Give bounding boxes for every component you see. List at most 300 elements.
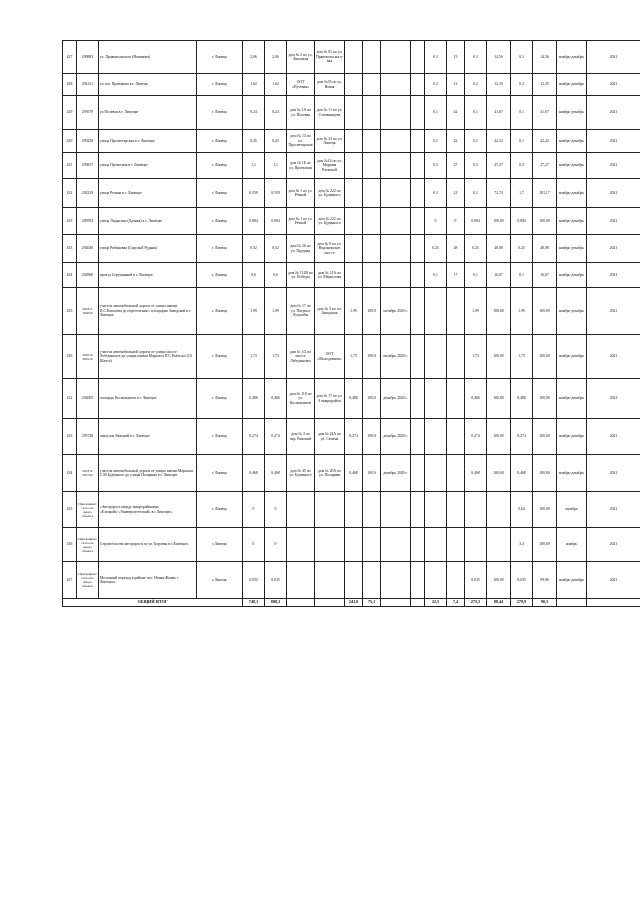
table-cell: 42 xyxy=(447,96,465,130)
table-cell: 14,56 xyxy=(533,41,557,74)
table-cell: 0,3 xyxy=(425,41,447,74)
table-cell xyxy=(447,335,465,379)
table-row xyxy=(63,74,640,96)
table-cell: ноябрь-декабрь xyxy=(557,419,587,455)
table-cell: октябрь 2020 г. xyxy=(381,288,411,335)
table-cell: 292040 xyxy=(77,235,99,263)
table-cell: 0,25 xyxy=(511,235,533,263)
total-cell: 90,5 xyxy=(533,599,557,607)
table-cell xyxy=(425,335,447,379)
table-cell: 0,25 xyxy=(425,235,447,263)
table-cell xyxy=(315,562,345,599)
table-cell: 432 xyxy=(63,379,77,419)
table-cell xyxy=(363,528,381,562)
table-cell xyxy=(345,153,363,179)
table-cell: 289592 xyxy=(77,208,99,235)
table-cell: ноябрь xyxy=(557,528,587,562)
table-cell: 0,274 xyxy=(465,419,487,455)
table-cell: 100,00 xyxy=(533,208,557,235)
table-cell: 12,35 xyxy=(533,74,557,96)
table-cell: г.Липецк xyxy=(197,528,243,562)
table-cell: 2021 xyxy=(587,288,640,335)
table-cell: участок автомобильной дороги от улицы шоссе Лебединское до улицы имени Маршала П.С.Рыбалко (10 Шахта) xyxy=(99,335,197,379)
table-cell xyxy=(447,379,465,419)
table-row xyxy=(63,379,640,419)
table-row xyxy=(63,288,640,335)
table-cell xyxy=(381,235,411,263)
table-row xyxy=(63,179,640,208)
table-cell: 0,1 xyxy=(511,130,533,153)
table-cell: 0 xyxy=(425,208,447,235)
table-cell: декабрь 2020 г. xyxy=(381,455,411,492)
table-cell xyxy=(363,263,381,288)
table-cell: дом № 3 по пер. Ряжский xyxy=(287,419,315,455)
table-cell: г. Липецк xyxy=(197,455,243,492)
table-cell: 1,1 xyxy=(265,153,287,179)
table-cell: 0,3 xyxy=(425,153,447,179)
table-cell xyxy=(287,528,315,562)
table-cell xyxy=(363,562,381,599)
table-cell: 22 xyxy=(447,130,465,153)
table-cell: ноябрь-декабрь xyxy=(557,153,587,179)
table-cell xyxy=(363,492,381,528)
road-works-table xyxy=(62,40,620,607)
table-cell: 100,00 xyxy=(487,208,511,235)
table-cell: 1,7 xyxy=(511,179,533,208)
table-cell xyxy=(381,130,411,153)
table-cell: 0,1 xyxy=(425,263,447,288)
table-cell xyxy=(411,455,425,492)
table-row xyxy=(63,455,640,492)
table-cell: 294960 xyxy=(77,263,99,288)
table-cell: 433 xyxy=(63,419,77,455)
table-cell: 0,486 xyxy=(511,379,533,419)
table-cell: 0,559 xyxy=(243,179,265,208)
table-cell: 1,99 xyxy=(511,288,533,335)
table-cell: ноябрь-декабрь xyxy=(557,263,587,288)
table-cell xyxy=(411,562,425,599)
table-cell: 0,274 xyxy=(511,419,533,455)
table-cell xyxy=(363,153,381,179)
table-cell: ноябрь-декабрь xyxy=(557,96,587,130)
table-row xyxy=(63,130,640,153)
table-cell: 292616 289119 xyxy=(77,335,99,379)
table-cell: 2021 xyxy=(587,208,640,235)
table-cell: 2021 xyxy=(587,41,640,74)
table-cell: г. Липецк xyxy=(197,288,243,335)
table-row xyxy=(63,335,640,379)
table-cell: ООТ «Путевая» xyxy=(287,74,315,96)
total-cell: 278,9 xyxy=(511,599,533,607)
table-cell xyxy=(287,562,315,599)
table-cell: 100,0 xyxy=(363,455,381,492)
table-cell: 41,67 xyxy=(533,96,557,130)
table-cell: 2021 xyxy=(587,528,640,562)
table-cell: дом № 23 по ул. Липецк xyxy=(315,130,345,153)
table-cell: улица Просветарская в г. Липецке xyxy=(99,130,197,153)
table-cell: 430 xyxy=(63,130,77,153)
table-cell: дом № 1/2 по шоссе Лебединское xyxy=(287,335,315,379)
table-cell: 100,00 xyxy=(487,419,511,455)
total-cell: 243,0 xyxy=(345,599,363,607)
table-cell: 0,24 xyxy=(243,96,265,130)
table-cell: 0,274 xyxy=(345,419,363,455)
table-cell: г. Липецк xyxy=(197,208,243,235)
table-row xyxy=(63,528,640,562)
table-cell xyxy=(381,179,411,208)
table-cell xyxy=(345,130,363,153)
table-cell: дом № 24А по ул. Семена xyxy=(315,419,345,455)
table-cell: ул. Правовольского (Новикова) xyxy=(99,41,197,74)
table-cell: 1,73 xyxy=(465,335,487,379)
table-cell xyxy=(411,263,425,288)
total-cell: 808,2 xyxy=(265,599,287,607)
table-cell: ноябрь-декабрь xyxy=(557,41,587,74)
table-cell: Молочный переход в районе пос. Новая Жизнь г. Липецка» xyxy=(99,562,197,599)
table-cell: Присваивается после ввода объекта xyxy=(77,562,99,599)
table-cell: 2021 xyxy=(587,455,640,492)
table-cell: 0,52 xyxy=(265,235,287,263)
table-cell: 0,468 xyxy=(345,455,363,492)
table-cell: 100,00 xyxy=(533,335,557,379)
table-cell: 0,2 xyxy=(465,74,487,96)
table-cell xyxy=(381,41,411,74)
table-cell: дом № 11 по ул. Степанищева xyxy=(315,96,345,130)
table-row xyxy=(63,492,640,528)
table-cell xyxy=(425,455,447,492)
table-cell: 0,6 xyxy=(243,263,265,288)
table-cell: г. Липецк xyxy=(197,335,243,379)
table-cell: 100,0 xyxy=(363,379,381,419)
total-cell: 88,44 xyxy=(487,599,511,607)
table-row xyxy=(63,96,640,130)
table-cell: 100,00 xyxy=(533,379,557,419)
total-cell xyxy=(315,599,345,607)
total-cell xyxy=(287,599,315,607)
table-cell xyxy=(411,153,425,179)
table-cell: 2021 xyxy=(587,74,640,96)
table-cell: дом № 17 по ул. Патриса Лумумбы xyxy=(287,288,315,335)
table-cell xyxy=(381,96,411,130)
table-cell: 0,1 xyxy=(465,130,487,153)
table-cell: 0,3 xyxy=(465,41,487,74)
table-row xyxy=(63,41,640,74)
table-cell: 2021 xyxy=(587,379,640,419)
table-cell: Присваивается после ввода объекта xyxy=(77,492,99,528)
table-cell xyxy=(345,492,363,528)
table-cell: 0,24 xyxy=(265,96,287,130)
table-cell: 100,00 xyxy=(487,379,511,419)
table-cell: 437 xyxy=(63,562,77,599)
table-cell: г. Липецк xyxy=(197,379,243,419)
table-cell: 0,3 xyxy=(425,179,447,208)
table-cell xyxy=(363,179,381,208)
table-cell: 0,1 xyxy=(425,130,447,153)
table-cell xyxy=(411,96,425,130)
total-label: ОБЩИЙ ИТОГ xyxy=(63,599,243,607)
table-cell: 12 xyxy=(447,74,465,96)
table-cell: 0,468 xyxy=(265,455,287,492)
table-cell: 41,67 xyxy=(487,96,511,130)
table-cell: 434 xyxy=(63,455,77,492)
table-cell: 0,884 xyxy=(511,208,533,235)
table-cell: декабрь 2020 г. xyxy=(381,419,411,455)
table-cell: дом № 14 по ул. Просветарская xyxy=(287,130,315,153)
table-cell: 15 xyxy=(447,41,465,74)
table-cell: 22,22 xyxy=(487,130,511,153)
table-cell: 429 xyxy=(63,96,77,130)
table-cell: улица Речная в г. Липецке xyxy=(99,179,197,208)
table-cell xyxy=(411,528,425,562)
table-cell: 0 xyxy=(243,492,265,528)
table-cell: дом №14 по ул. Марины Расковой xyxy=(315,153,345,179)
table-cell: 12,35 xyxy=(487,74,511,96)
table-cell: 431 xyxy=(63,153,77,179)
table-cell xyxy=(447,288,465,335)
table-cell xyxy=(363,208,381,235)
table-cell: 14,56 xyxy=(487,41,511,74)
table-cell: дом № 17 по ул. 9 микрорайон xyxy=(315,379,345,419)
table-cell: 27 xyxy=(447,153,465,179)
table-cell: 2021 xyxy=(587,335,640,379)
table-cell xyxy=(465,492,487,528)
table-cell: 1,73 xyxy=(243,335,265,379)
table-cell: 436 xyxy=(63,335,77,379)
table-cell: 0,274 xyxy=(243,419,265,455)
table-cell: 428 xyxy=(63,74,77,96)
table-cell: 0,486 xyxy=(265,379,287,419)
table-cell: 1,73 xyxy=(511,335,533,379)
total-cell: 7,4 xyxy=(447,599,465,607)
table-cell: переулок Ряжский в г. Липецке xyxy=(99,419,197,455)
table-cell: 0,486 xyxy=(465,379,487,419)
table-cell: 0,3 xyxy=(465,153,487,179)
table-cell: 16,67 xyxy=(487,263,511,288)
table-cell: 1,62 xyxy=(243,74,265,96)
table-cell: 27,27 xyxy=(533,153,557,179)
table-row xyxy=(63,263,640,288)
table-cell: ноябрь-декабрь xyxy=(557,379,587,419)
table-cell: ООТ «Молодежная» xyxy=(315,335,345,379)
total-cell: 22,5 xyxy=(425,599,447,607)
total-cell: 275,5 xyxy=(465,599,487,607)
table-cell: 0,1 xyxy=(465,96,487,130)
table-cell xyxy=(465,528,487,562)
table-cell: 0,52 xyxy=(243,235,265,263)
table-cell: улица Рябиновая (Сырской Рудник) xyxy=(99,235,197,263)
table-cell: 2021 xyxy=(587,179,640,208)
table-cell: 2021 xyxy=(587,153,640,179)
table-cell: 2021 xyxy=(587,96,640,130)
total-cell: 748,1 xyxy=(243,599,265,607)
table-cell xyxy=(345,74,363,96)
table-cell xyxy=(345,41,363,74)
table-cell xyxy=(381,263,411,288)
table-cell: 100,00 xyxy=(533,288,557,335)
table-cell: 0,2 xyxy=(511,74,533,96)
table-cell: дом № 222 по ул. Буденного xyxy=(315,208,345,235)
table-cell xyxy=(487,492,511,528)
table-cell: 17 xyxy=(447,263,465,288)
table-cell: 100,00 xyxy=(487,288,511,335)
table-cell xyxy=(363,130,381,153)
table-cell: 435 xyxy=(63,492,77,528)
table-cell: 181,17 xyxy=(533,179,557,208)
table-cell: 2,06 xyxy=(265,41,287,74)
table-cell: 290250 xyxy=(77,130,99,153)
table-cell: дом № 1 по ул. Речной xyxy=(287,179,315,208)
table-cell: 0,1 xyxy=(425,96,447,130)
table-cell: 2,06 xyxy=(243,41,265,74)
table-cell: ноябрь-декабрь xyxy=(557,130,587,153)
table-row xyxy=(63,153,640,179)
total-cell xyxy=(381,599,411,607)
table-cell: 0,1 xyxy=(511,263,533,288)
table-cell: 100,00 xyxy=(533,419,557,455)
table-cell: 0,1 xyxy=(465,179,487,208)
table-cell: 1,99 xyxy=(345,288,363,335)
table-cell: 1,99 xyxy=(465,288,487,335)
table-cell: 2021 xyxy=(587,562,640,599)
table-cell: 0,468 xyxy=(465,455,487,492)
table-cell: 0,035 xyxy=(243,562,265,599)
table-cell: 0,884 xyxy=(465,208,487,235)
table-cell: 295748 xyxy=(77,419,99,455)
table-cell: 2021 xyxy=(587,263,640,288)
table-cell xyxy=(425,419,447,455)
table-cell xyxy=(381,153,411,179)
table-cell: 432 xyxy=(63,179,77,208)
table-cell: 0,884 xyxy=(265,208,287,235)
table-cell: Присваивается после ввода объекта xyxy=(77,528,99,562)
table-cell xyxy=(411,419,425,455)
table-cell: 433 xyxy=(63,208,77,235)
table-cell: 16,67 xyxy=(533,263,557,288)
table-cell: октябрь 2020 г. xyxy=(381,335,411,379)
table-cell: 0 xyxy=(447,208,465,235)
table-cell xyxy=(345,96,363,130)
table-cell xyxy=(345,263,363,288)
table-cell: 48,08 xyxy=(487,235,511,263)
table-cell: 100,00 xyxy=(487,562,511,599)
table-cell: 1,99 xyxy=(265,288,287,335)
table-cell: 0,3 xyxy=(511,153,533,179)
table-cell: 0,3 xyxy=(511,41,533,74)
table-cell: 0,1 xyxy=(465,263,487,288)
table-cell: г. Липецк xyxy=(197,179,243,208)
table-cell: 0,035 xyxy=(511,562,533,599)
total-cell: 75,1 xyxy=(363,599,381,607)
table-cell: Строительство автодороги по ул. Боровая в г.Липецке» xyxy=(99,528,197,562)
table-cell: 99,96 xyxy=(533,562,557,599)
table-cell: 433 xyxy=(63,235,77,263)
table-cell xyxy=(425,562,447,599)
table-cell xyxy=(447,419,465,455)
table-cell xyxy=(447,492,465,528)
table-cell: 0,559 xyxy=(265,179,287,208)
table-cell xyxy=(381,208,411,235)
table-cell: декабрь 2020 г. xyxy=(381,379,411,419)
table-cell xyxy=(411,492,425,528)
table-cell: дом № 112В по ул. Победы xyxy=(287,263,315,288)
table-cell: ноябрь-декабрь xyxy=(557,235,587,263)
table-cell: дом № 45 по ул. Буденного xyxy=(287,455,315,492)
table-cell xyxy=(381,492,411,528)
table-cell: дом № 8 по ул. Воронежское шоссе xyxy=(315,235,345,263)
table-cell: 294005 xyxy=(77,379,99,419)
table-cell xyxy=(411,335,425,379)
table-cell: 1,73 xyxy=(265,335,287,379)
table-cell: г. Липецк xyxy=(197,96,243,130)
table-cell: 3,4 xyxy=(511,528,533,562)
table-cell xyxy=(381,562,411,599)
table-cell xyxy=(411,179,425,208)
table-cell xyxy=(411,379,425,419)
table-cell: дом №35 по ул. Новая xyxy=(315,74,345,96)
table-cell: 0 xyxy=(265,528,287,562)
table-cell: г. Липецк xyxy=(197,263,243,288)
table-cell xyxy=(345,528,363,562)
table-cell xyxy=(363,41,381,74)
table-cell: 295679 xyxy=(77,96,99,130)
table-cell: 290817 xyxy=(77,153,99,179)
table-cell: ноябрь-декабрь xyxy=(557,562,587,599)
table-cell: 0,035 xyxy=(465,562,487,599)
table-cell: 0,45 xyxy=(265,130,287,153)
table-cell: г. Липецк xyxy=(197,492,243,528)
table-cell: г. Липецк xyxy=(197,235,243,263)
table-cell: ул.Полевая в г. Липецке xyxy=(99,96,197,130)
table-cell: проезд Серединный в г. Липецке xyxy=(99,263,197,288)
table-cell xyxy=(345,208,363,235)
table-cell: октябрь xyxy=(557,492,587,528)
table-cell: 100,00 xyxy=(533,455,557,492)
table-cell: 0,3 xyxy=(425,74,447,96)
table-cell xyxy=(425,288,447,335)
total-cell xyxy=(587,599,640,607)
table-cell: ноябрь-декабрь xyxy=(557,74,587,96)
table-cell: 292219 xyxy=(77,179,99,208)
table-cell: г. Липецк xyxy=(197,419,243,455)
table-cell xyxy=(345,179,363,208)
table-cell xyxy=(381,528,411,562)
data-table xyxy=(62,40,640,607)
table-cell: дом № 1Б по ул. Проектная xyxy=(287,153,315,179)
table-cell: 48 xyxy=(447,235,465,263)
table-row xyxy=(63,208,640,235)
table-cell: 0,486 xyxy=(243,379,265,419)
table-cell: 1,1 xyxy=(243,153,265,179)
table-cell: дом № 81 по ул. Правовольского-вая xyxy=(315,41,345,74)
table-cell xyxy=(363,74,381,96)
table-cell: г. Липецк xyxy=(197,130,243,153)
table-cell xyxy=(447,528,465,562)
table-cell: ноябрь-декабрь xyxy=(557,455,587,492)
table-cell: 0,45 xyxy=(243,130,265,153)
table-cell: 1,73 xyxy=(345,335,363,379)
table-cell: г.Липецк xyxy=(197,562,243,599)
table-cell: 48,08 xyxy=(533,235,557,263)
table-row xyxy=(63,419,640,455)
table-cell: ул. им. Правовова в г. Липецк xyxy=(99,74,197,96)
table-cell: 0 xyxy=(265,492,287,528)
table-cell xyxy=(411,130,425,153)
table-cell: площадь Космонавтов в г. Липецке xyxy=(99,379,197,419)
table-cell: 0 xyxy=(243,528,265,562)
table-cell xyxy=(447,562,465,599)
table-cell: 100,0 xyxy=(363,335,381,379)
table-cell xyxy=(315,528,345,562)
